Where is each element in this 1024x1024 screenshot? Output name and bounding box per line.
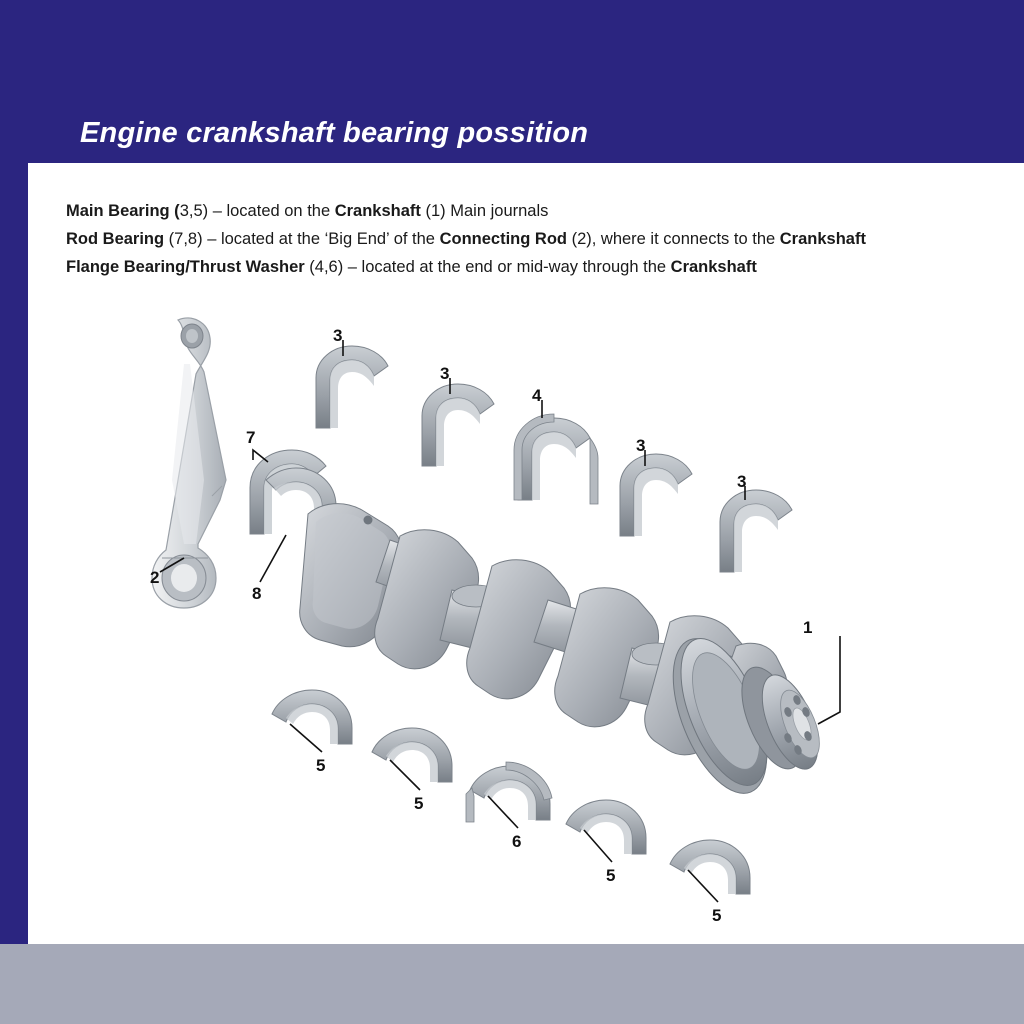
callout-5-b: 5 bbox=[414, 794, 424, 813]
callout-3-d: 3 bbox=[737, 472, 747, 491]
part-flange-bearing-upper-4 bbox=[514, 414, 598, 504]
callout-8: 8 bbox=[252, 584, 262, 603]
bottom-band bbox=[0, 944, 1024, 1024]
part-flange-bearing-lower-6 bbox=[466, 762, 552, 822]
left-accent-bar bbox=[0, 0, 28, 1024]
callout-1: 1 bbox=[803, 618, 813, 637]
callout-3-b: 3 bbox=[440, 364, 450, 383]
callout-4: 4 bbox=[532, 386, 542, 405]
callout-5-c: 5 bbox=[606, 866, 616, 885]
callout-3-c: 3 bbox=[636, 436, 646, 455]
part-connecting-rod bbox=[152, 318, 226, 608]
desc-2-seg-1: Rod Bearing bbox=[66, 230, 165, 248]
description-line-2 bbox=[66, 225, 996, 253]
callout-5-d: 5 bbox=[712, 906, 722, 925]
callout-7: 7 bbox=[246, 428, 256, 447]
desc-2-seg-4: (2), where it connects to the bbox=[566, 230, 780, 248]
description-line-3 bbox=[66, 253, 996, 281]
callout-5-a: 5 bbox=[316, 756, 326, 775]
desc-1-seg-3: Crankshaft bbox=[334, 202, 421, 220]
description-line-1 bbox=[66, 197, 996, 225]
page-title: Engine crankshaft bearing possition bbox=[80, 117, 589, 150]
desc-3-seg-2: (4,6) – located at the end or mid-way through the bbox=[304, 258, 671, 276]
part-main-bearing-upper-d-3 bbox=[720, 490, 792, 572]
crankshaft-exploded-diagram bbox=[100, 300, 970, 950]
desc-2-seg-5: Crankshaft bbox=[779, 230, 866, 248]
desc-2-seg-3: Connecting Rod bbox=[439, 230, 567, 248]
part-main-bearing-upper-a-3 bbox=[316, 346, 388, 428]
desc-3-seg-1: Flange Bearing/Thrust Washer bbox=[66, 258, 305, 276]
part-main-bearing-lower-d-5 bbox=[670, 840, 750, 894]
part-main-bearing-lower-c-5 bbox=[566, 800, 646, 854]
callout-2: 2 bbox=[150, 568, 160, 587]
desc-1-seg-1: Main Bearing ( bbox=[66, 202, 180, 220]
part-main-bearing-upper-b-3 bbox=[422, 384, 494, 466]
desc-2-seg-2: (7,8) – located at the ‘Big End’ of the bbox=[164, 230, 440, 248]
desc-3-seg-3: Crankshaft bbox=[670, 258, 757, 276]
desc-1-seg-4: (1) Main journals bbox=[420, 202, 549, 220]
desc-1-seg-2: 3,5) – located on the bbox=[179, 202, 335, 220]
description-block bbox=[66, 197, 996, 281]
part-main-bearing-lower-b-5 bbox=[372, 728, 452, 782]
part-main-bearing-upper-c-3 bbox=[620, 454, 692, 536]
callout-3-a: 3 bbox=[333, 326, 343, 345]
callout-6: 6 bbox=[512, 832, 522, 851]
part-crankshaft-1 bbox=[300, 504, 829, 807]
part-main-bearing-lower-a-5 bbox=[272, 690, 352, 744]
